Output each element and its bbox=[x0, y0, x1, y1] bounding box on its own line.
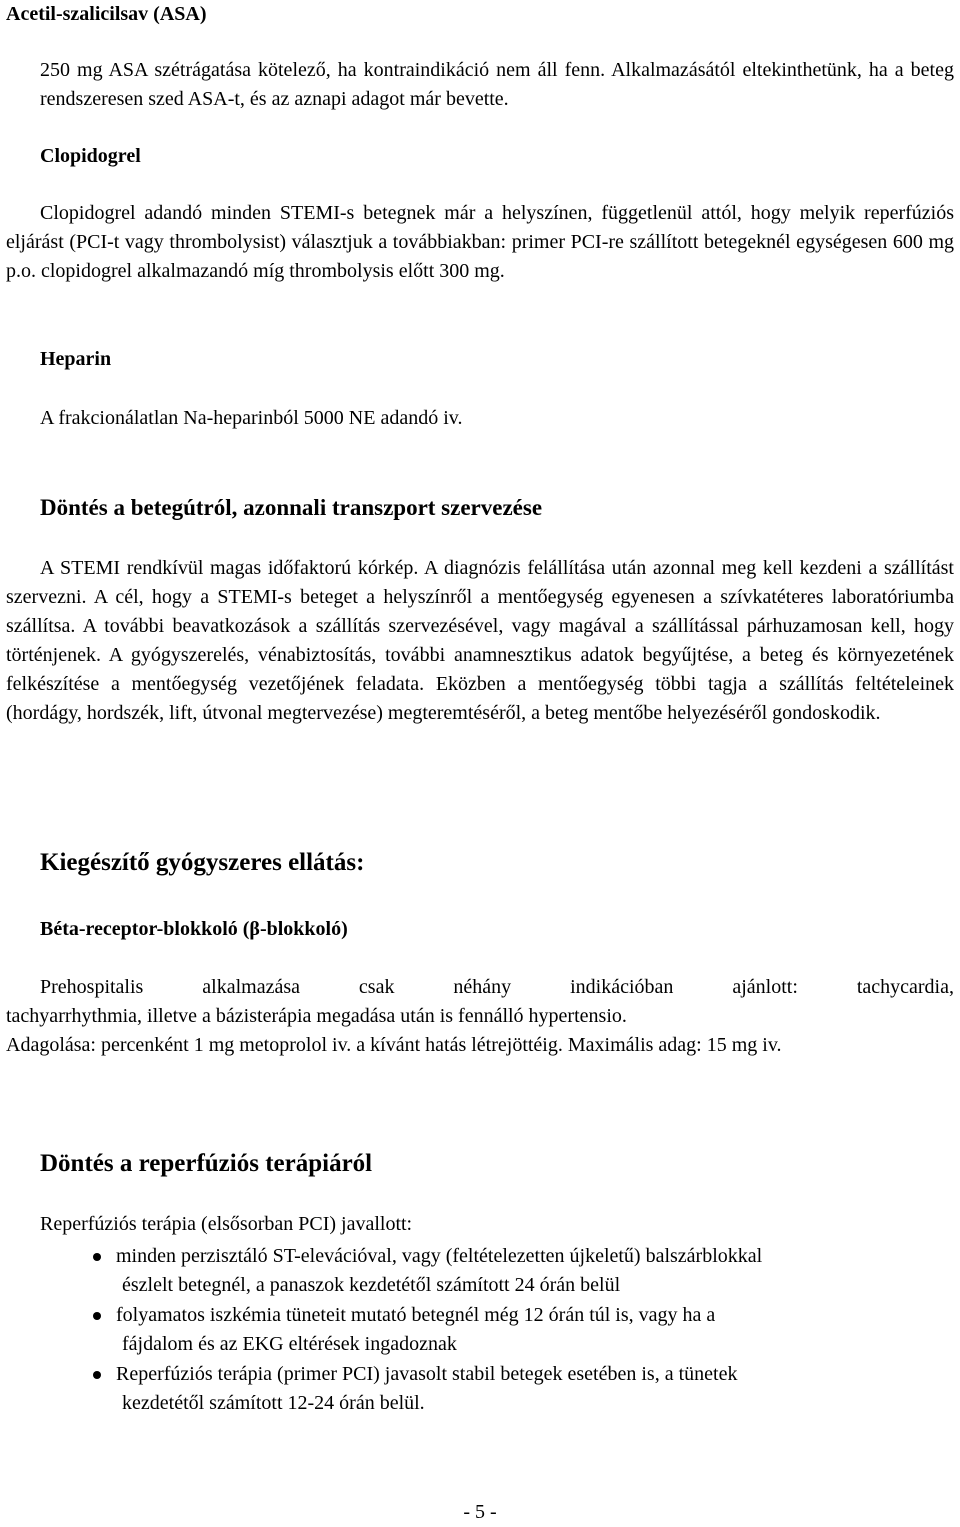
clopidogrel-paragraph: Clopidogrel adandó minden STEMI-s betegnek már a helyszínen, függetlenül attól, hogy melyik reperfúziós eljárást (PCI-t vagy thrombolysist) választjuk a továbbiakban: primer PCI-re szállított betegeknél egységesen 600 mg p.o. clopidogrel alkalmazandó míg thrombolysis előtt 300 mg. bbox=[6, 202, 954, 282]
list-item-line-1: folyamatos iszkémia tüneteit mutató betegnél még 12 órán túl is, vagy ha a bbox=[116, 1304, 716, 1326]
supplementary-heading: Kiegészítő gyógyszeres ellátás: bbox=[40, 849, 365, 876]
reperfusion-indication-list bbox=[0, 1242, 960, 1419]
list-item-line-2: észlelt betegnél, a panaszok kezdetétől számított 24 órán belül bbox=[122, 1274, 621, 1296]
asa-heading: Acetil-szalicilsav (ASA) bbox=[6, 3, 207, 25]
list-item-line-1: minden perzisztáló ST-elevációval, vagy (feltételezetten újkeletű) balszárblokkal bbox=[116, 1245, 763, 1267]
page-number: - 5 - bbox=[463, 1501, 497, 1523]
heparin-paragraph: A frakcionálatlan Na-heparinból 5000 NE adandó iv. bbox=[40, 407, 463, 429]
list-item-line-1: Reperfúziós terápia (primer PCI) javasolt stabil betegek esetében is, a tünetek bbox=[116, 1363, 738, 1385]
asa-paragraph: 250 mg ASA szétrágatása kötelező, ha kontraindikáció nem áll fenn. Alkalmazásától eltekinthetünk, ha a beteg rendszeresen szed ASA-t, és az aznapi adagot már bevette. bbox=[40, 59, 954, 110]
list-item bbox=[0, 1360, 960, 1418]
beta-blocker-line-1: Prehospitalis alkalmazása csak néhány indikációban ajánlott: tachycardia, bbox=[40, 976, 954, 998]
list-item-line-2: fájdalom és az EKG eltérések ingadoznak bbox=[122, 1333, 457, 1355]
list-item bbox=[0, 1301, 960, 1359]
heparin-heading: Heparin bbox=[40, 348, 112, 370]
beta-blocker-dosage: Adagolása: percenként 1 mg metoprolol iv. a kívánt hatás létrejöttéig. Maximális adag: 15 mg iv. bbox=[6, 1034, 782, 1056]
list-item-line-2: kezdetétől számított 12-24 órán belül. bbox=[122, 1392, 425, 1414]
bullet-icon bbox=[93, 1253, 101, 1261]
bullet-icon bbox=[93, 1312, 101, 1320]
transport-paragraph: A STEMI rendkívül magas időfaktorú kórkép. A diagnózis felállítása után azonnal meg kell kezdeni a szállítást szervezni. A cél, hogy a STEMI-s beteget a helyszínről a mentőegység egyenesen a szívkatéteres laboratóriumba szállítsa. A további beavatkozások a szállítás szervezésével, vagy magával a szállítással párhuzamosan kell, hogy történjenek. A gyógyszerelés, vénabiztosítás, további anamnesztikus adatok begyűjtése, a beteg és környezetének felkészítése a mentőegység vezetőjének feladata. Eközben a mentőegység többi tagja a szállítás feltételeinek (hordágy, hordszék, lift, útvonal megtervezése) megteremtéséről, a beteg mentőbe helyezéséről gondoskodik. bbox=[6, 557, 954, 724]
reperfusion-heading: Döntés a reperfúziós terápiáról bbox=[40, 1150, 373, 1177]
clopidogrel-heading: Clopidogrel bbox=[40, 145, 141, 167]
transport-heading: Döntés a betegútról, azonnali transzport szervezése bbox=[40, 495, 543, 520]
beta-blocker-subheading: Béta-receptor-blokkoló (β-blokkoló) bbox=[40, 918, 348, 940]
bullet-icon bbox=[93, 1371, 101, 1379]
list-item bbox=[0, 1242, 960, 1300]
reperfusion-intro: Reperfúziós terápia (elsősorban PCI) javallott: bbox=[40, 1213, 413, 1235]
beta-blocker-line-2: tachyarrhythmia, illetve a bázisterápia megadása után is fennálló hypertensio. bbox=[6, 1005, 627, 1027]
